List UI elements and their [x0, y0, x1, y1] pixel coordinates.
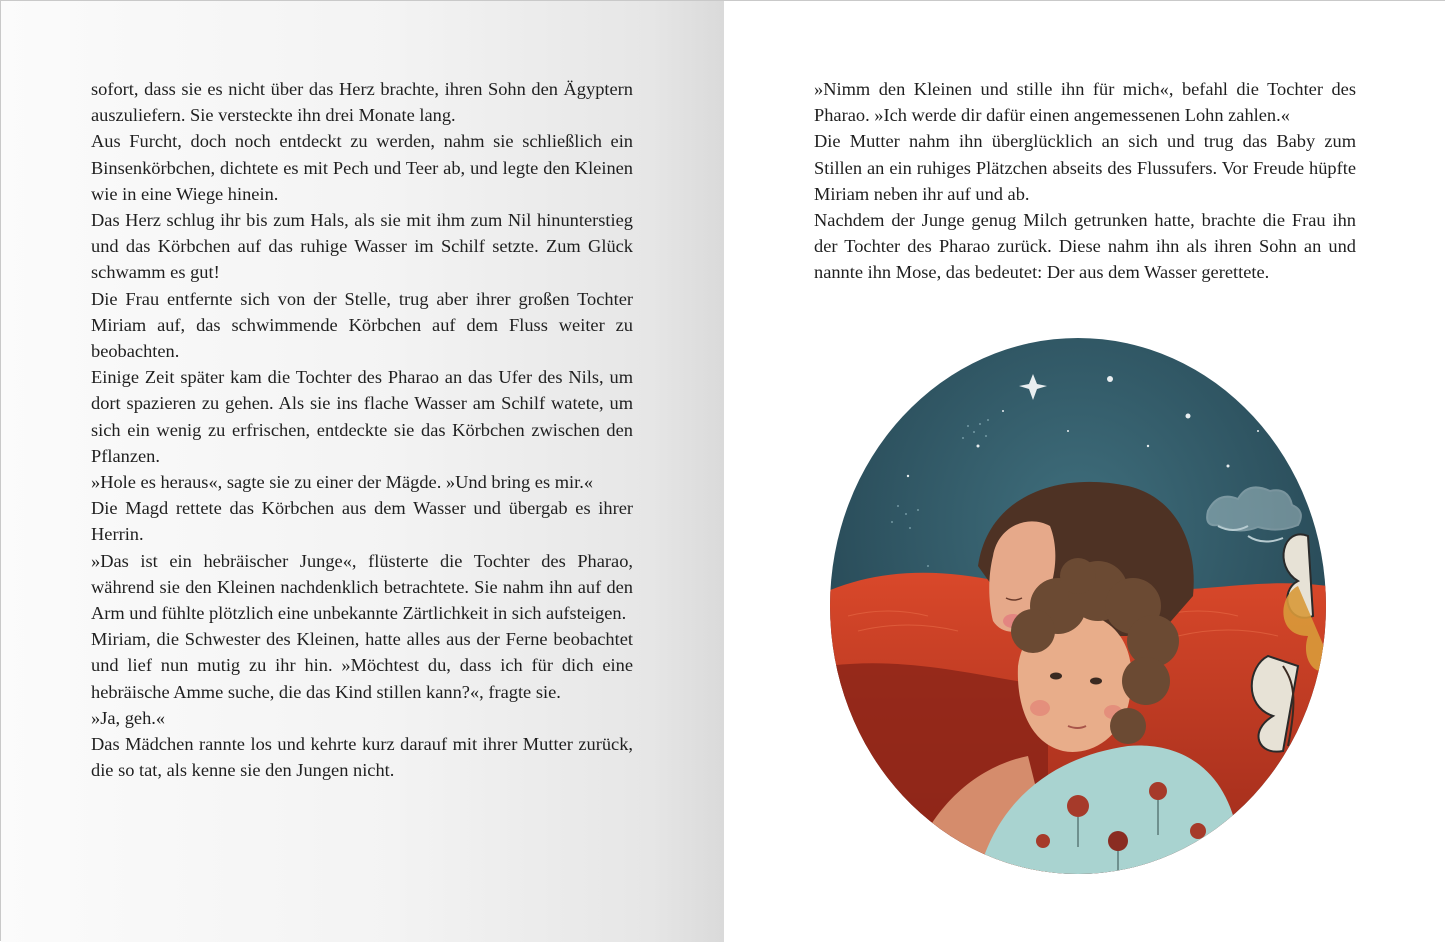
paragraph: Einige Zeit später kam die Tochter des Pharao an das Ufer des Nils, um dort spazieren zu gehen. Als sie ins flache Wasser am Schilf watete, um sich ein wenig zu erfrischen, entdeckte sie das Körbchen zwischen den Pflanzen.: [91, 367, 633, 466]
paragraph: »Ja, geh.«: [91, 707, 166, 728]
right-page-text: [814, 76, 1356, 286]
child-cheek-left: [1030, 700, 1050, 716]
paragraph: sofort, dass sie es nicht über das Herz brachte, ihren Sohn den Ägyptern auszuliefern. Sie versteckte ihn drei Monate lang.: [91, 79, 633, 126]
paragraph: Das Herz schlug ihr bis zum Hals, als sie mit ihm zum Nil hinunterstieg und das Körbchen auf das ruhige Wasser im Schilf setzte. Zum Glück schwamm es gut!: [91, 210, 633, 283]
paragraph: »Nimm den Kleinen und stille ihn für mich«, befahl die Tochter des Pharao. »Ich werde dir dafür einen angemessenen Lohn zahlen.«: [814, 79, 1356, 126]
paragraph: »Hole es heraus«, sagte sie zu einer der Mägde. »Und bring es mir.«: [91, 472, 594, 493]
paragraph: »Das ist ein hebräischer Junge«, flüsterte die Tochter des Pharao, während sie den Kleinen nachdenklich betrachtete. Sie nahm ihn auf den Arm und fühlte plötzlich eine unbekannte Zärtlichkeit in sich aufsteigen.: [91, 550, 633, 624]
left-page: [1, 1, 724, 942]
right-page: [724, 1, 1445, 942]
paragraph: Miriam, die Schwester des Kleinen, hatte alles aus der Ferne beobachtet und lief nun mutig zu ihr hin. »Möchtest du, dass ich für dich eine hebräische Amme suche, die das Kind stillen kann?«, fragte sie.: [91, 629, 633, 702]
paragraph: Das Mädchen rannte los und kehrte kurz darauf mit ihrer Mutter zurück, die so tat, als kenne sie den Jungen nicht.: [91, 734, 633, 781]
mother-and-child-illustration: [828, 336, 1328, 876]
paragraph: Die Magd rettete das Körbchen aus dem Wasser und übergab es ihrer Herrin.: [91, 498, 633, 545]
child-eye-left: [1050, 673, 1062, 680]
paragraph: Die Frau entfernte sich von der Stelle, trug aber ihrer großen Tochter Miriam auf, das schwimmende Körbchen auf dem Fluss weiter zu beobachten.: [91, 288, 633, 362]
left-page-text: [91, 76, 633, 783]
paragraph: Aus Furcht, doch noch entdeckt zu werden, nahm sie schließlich ein Binsenkörbchen, dichtete es mit Pech und Teer ab, und legte den Kleinen wie in eine Wiege hinein.: [91, 131, 633, 204]
child-eye-right: [1090, 678, 1102, 685]
paragraph: Nachdem der Junge genug Milch getrunken hatte, brachte die Frau ihn der Tochter des Pharao zurück. Diese nahm ihn als ihren Sohn an und nannte ihn Mose, das bedeutet: Der aus dem Wasser gerettete.: [814, 210, 1356, 283]
paragraph: Die Mutter nahm ihn überglücklich an sich und trug das Baby zum Stillen an ein ruhiges Plätzchen abseits des Flussufers. Vor Freude hüpfte Miriam neben ihr auf und ab.: [814, 131, 1356, 204]
